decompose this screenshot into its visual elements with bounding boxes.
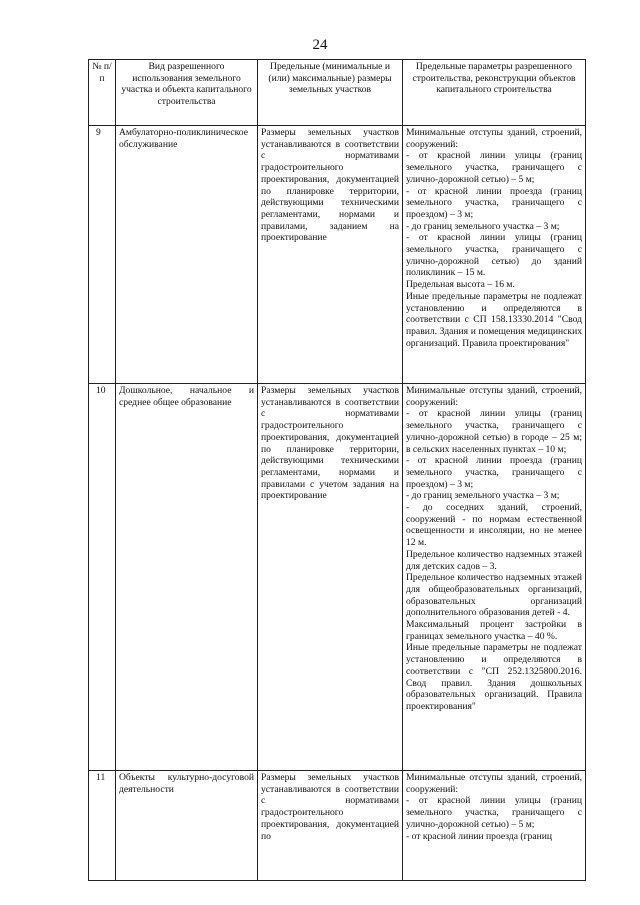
table-row — [89, 771, 586, 881]
row-number: 10 — [89, 384, 116, 771]
construction-parameters — [403, 384, 586, 771]
parameter-line: Максимальный процент застройки в границах земельного участка – 40 %. — [406, 619, 582, 642]
parameter-line: Предельное количество надземных этажей для детских садов – 3. — [406, 548, 582, 572]
parameter-line: Минимальные отступы зданий, строений, сооружений: — [406, 385, 582, 408]
use-type: Амбулаторно-поликлиническое обслуживание — [116, 126, 258, 384]
parameter-line: - от красной линии улицы (границ земельного участка, граничащего с улично-дорожной сетью) до зданий поликлиник – 15 м. — [406, 232, 582, 279]
parameter-line: - от красной линии улицы (границ земельного участка, граничащего с улично-дорожной сетью) – 5 м; — [406, 150, 582, 185]
parameter-line: Минимальные отступы зданий, строений, сооружений: — [406, 127, 582, 150]
table-row — [89, 126, 586, 384]
table-row — [89, 384, 586, 771]
use-type: Объекты культурно-досуговой деятельности — [116, 771, 258, 881]
parameter-line: - от красной линии улицы (границ земельного участка, граничащего с улично-дорожной сетью) – 5 м; — [406, 795, 582, 830]
regulations-table — [88, 59, 586, 881]
plot-size-limits: Размеры земельных участков устанавливаются в соответствии с нормативами градостроительного проектирования, документацией по планировке территории, действующими техническими регламентами, нормами и правилами, заданием на проектирование — [258, 126, 403, 384]
parameter-line: Иные предельные параметры не подлежат установлению и определяются в соответствии с СП 158.13330.2014 "Свод правил. Здания и помещения медицинских организаций. Правила проектирования" — [406, 290, 582, 349]
row-number: 9 — [89, 126, 116, 384]
parameter-line: - до границ земельного участка – 3 м; — [406, 220, 560, 232]
construction-parameters — [403, 126, 586, 384]
parameter-line: Предельное количество надземных этажей для общеобразовательных организаций, образовательных организаций дополнительного образования детей - 4. — [406, 572, 582, 619]
construction-parameters — [403, 771, 586, 881]
header-num: № п/п — [89, 60, 116, 126]
header-sizes: Предельные (минимальные и (или) максимальные) размеры земельных участков — [258, 60, 403, 126]
parameter-line: - от красной линии проезда (границ земельного участка, граничащего с проездом) – 3 м; — [406, 455, 582, 490]
page-number: 24 — [312, 37, 328, 53]
header-params: Предельные параметры разрешенного строительства, реконструкции объектов капитального строительства — [403, 60, 586, 126]
parameter-line: - от красной линии проезда (границ — [406, 830, 552, 842]
parameter-line: - от красной линии улицы (границ земельного участка, граничащего с улично-дорожной сетью) в городе – 25 м; в сельских населенных пунктах – 10 м; — [406, 408, 582, 455]
parameter-line: - от красной линии проезда (границ земельного участка, граничащего с проездом) – 3 м; — [406, 185, 582, 220]
plot-size-limits: Размеры земельных участков устанавливаются в соответствии с нормативами градостроительного проектирования, документацией по планировке территории, действующими техническими регламентами, нормами и правилами с учетом задания на проектирование — [258, 384, 403, 771]
table-header-row — [89, 60, 586, 126]
parameter-line: - до соседних зданий, строений, сооружений - по нормам естественной освещенности и инсоляции, но не менее 12 м. — [406, 502, 582, 549]
parameter-line: Иные предельные параметры не подлежат установлению и определяются в соответствии с "СП 252.1325800.2016. Свод правил. Здания дошкольных образовательных организаций. Правила проектирования" — [406, 642, 582, 712]
parameter-line: - до границ земельного участка – 3 м; — [406, 490, 560, 502]
header-use: Вид разрешенного использования земельного участка и объекта капитального строительства — [116, 60, 258, 126]
parameter-line: Минимальные отступы зданий, строений, сооружений: — [406, 772, 582, 795]
row-number: 11 — [89, 771, 116, 881]
use-type: Дошкольное, начальное и среднее общее образование — [116, 384, 258, 771]
plot-size-limits: Размеры земельных участков устанавливаются в соответствии с нормативами градостроительного проектирования, документацией по — [258, 771, 403, 881]
parameter-line: Предельная высота – 16 м. — [406, 279, 515, 291]
